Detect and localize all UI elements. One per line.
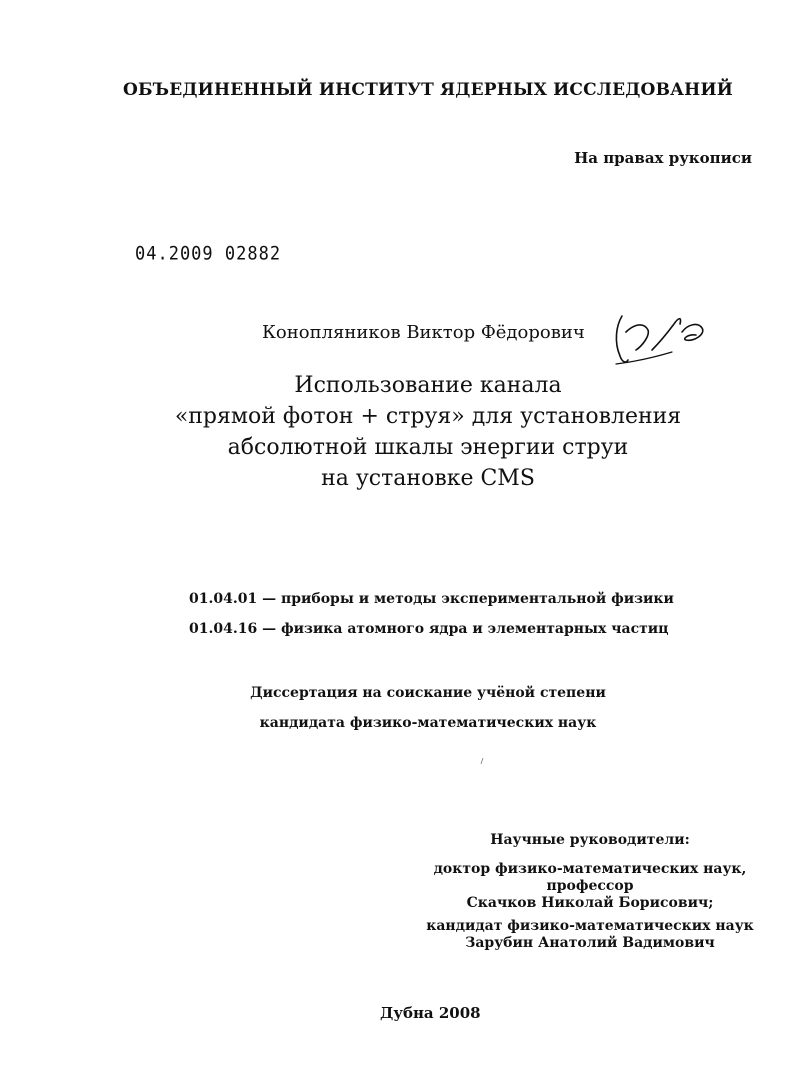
city-year: Дубна 2008 (380, 1004, 481, 1022)
dissertation-title (0, 370, 796, 494)
document-number: 04.2009 02882 (135, 243, 282, 265)
title-line: Использование канала (294, 373, 562, 398)
signature (612, 302, 712, 370)
title-line: абсолютной шкалы энергии струи (227, 435, 629, 460)
title-line: на установке CMS (321, 466, 535, 491)
supervisor-rank: профессор (546, 878, 634, 894)
supervisor-degree: доктор физико-математических наук, (433, 861, 747, 877)
supervisors-heading: Научные руководители: (490, 832, 690, 848)
specialty-line: 01.04.16 — физика атомного ядра и элементарных частиц (189, 621, 669, 637)
stray-mark (480, 758, 484, 764)
author-name: Конопляников Виктор Фёдорович (262, 322, 585, 343)
supervisor-name: Скачков Николай Борисович; (466, 895, 714, 911)
degree-line: Диссертация на соискание учёной степени (250, 685, 606, 701)
supervisors-block (390, 832, 790, 952)
title-line: «прямой фотон + струя» для установления (174, 404, 682, 429)
degree-line: кандидата физико-математических наук (259, 715, 597, 731)
supervisor-name: Зарубин Анатолий Вадимович (465, 935, 715, 951)
supervisor-degree: кандидат физико-математических наук (426, 918, 754, 934)
specialty-line: 01.04.01 — приборы и методы экспериментальной физики (189, 591, 674, 607)
rights-notice: На правах рукописи (574, 149, 752, 167)
institute-name: ОБЪЕДИНЕННЫЙ ИНСТИТУТ ЯДЕРНЫХ ИССЛЕДОВАНИЙ (123, 80, 733, 100)
